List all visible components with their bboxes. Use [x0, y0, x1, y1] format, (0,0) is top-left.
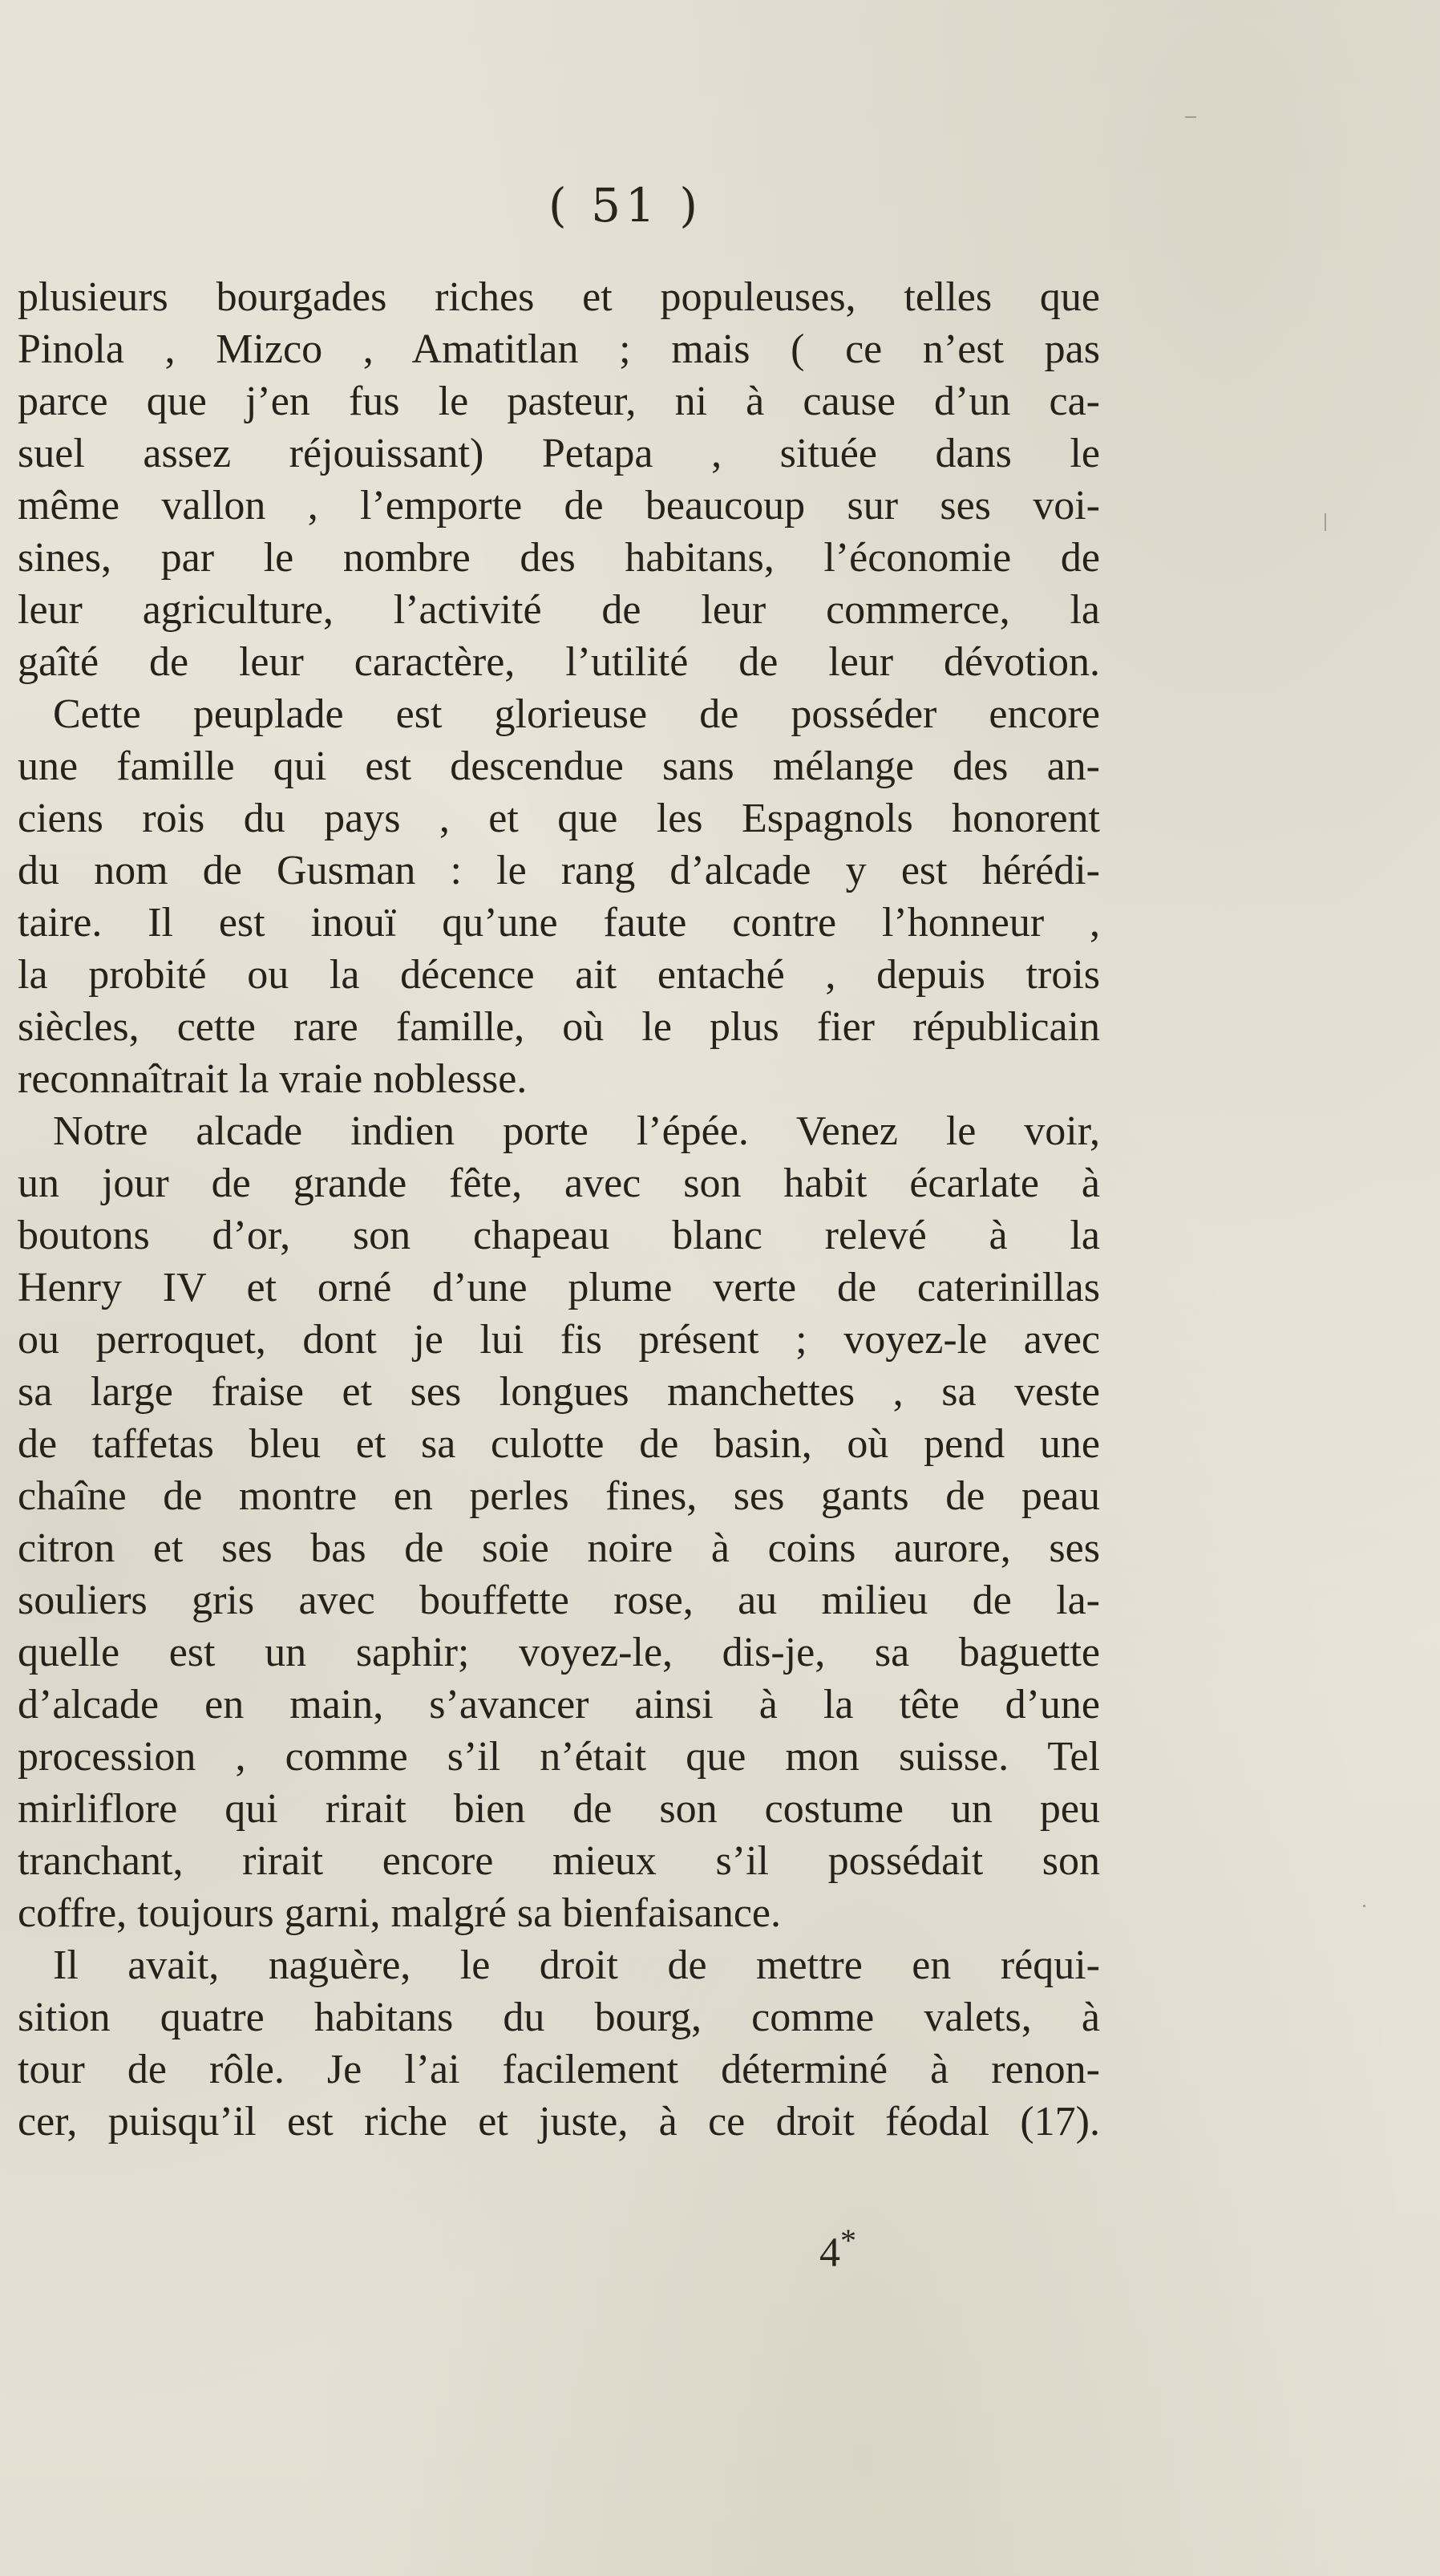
text-line: citron et ses bas de soie noire à coins aurore, ses	[18, 1525, 1100, 1571]
text-line-indented: Cette peuplade est glorieuse de posséder encore	[53, 691, 1100, 737]
text-line: cer, puisqu’il est riche et juste, à ce droit féodal (17).	[18, 2099, 1100, 2145]
text-line: plusieurs bourgades riches et populeuses, telles que	[18, 274, 1100, 320]
text-line: une famille qui est descendue sans mélange des an-	[18, 743, 1100, 789]
text-line-indented: Il avait, naguère, le droit de mettre en réqui-	[53, 1942, 1100, 1988]
text-line: taire. Il est inouï qu’une faute contre l’honneur ,	[18, 900, 1100, 946]
paper-speck	[1185, 116, 1196, 118]
text-line: de taffetas bleu et sa culotte de basin, où pend une	[18, 1421, 1100, 1467]
signature-number: 4	[819, 2230, 840, 2276]
text-line: du nom de Gusman : le rang d’alcade y est hérédi-	[18, 848, 1100, 893]
text-line: même vallon , l’emporte de beaucoup sur ses voi-	[18, 483, 1100, 529]
text-line: procession , comme s’il n’était que mon suisse. Tel	[18, 1734, 1100, 1780]
text-line: suel assez réjouissant) Petapa , située dans le	[18, 431, 1100, 476]
text-line: gaîté de leur caractère, l’utilité de leur dévotion.	[18, 639, 1100, 685]
text-line-indented: Notre alcade indien porte l’épée. Venez le voir,	[53, 1108, 1100, 1154]
text-line: leur agriculture, l’activité de leur commerce, la	[18, 587, 1100, 633]
text-line: mirliflore qui rirait bien de son costume un peu	[18, 1786, 1100, 1832]
page-number: ( 51 )	[548, 178, 702, 233]
text-line-last: coffre, toujours garni, malgré sa bienfaisance.	[18, 1890, 781, 1936]
text-line: sition quatre habitans du bourg, comme valets, à	[18, 1995, 1100, 2040]
text-line: boutons d’or, son chapeau blanc relevé à la	[18, 1213, 1100, 1258]
text-line: souliers gris avec bouffette rose, au milieu de la-	[18, 1578, 1100, 1623]
text-line: Pinola , Mizco , Amatitlan ; mais ( ce n’est pas	[18, 326, 1100, 372]
text-line: ciens rois du pays , et que les Espagnols honorent	[18, 796, 1100, 841]
signature-mark	[819, 2222, 856, 2276]
text-line: d’alcade en main, s’avancer ainsi à la tête d’une	[18, 1682, 1100, 1727]
text-line: Henry IV et orné d’une plume verte de caterinillas	[18, 1265, 1100, 1310]
text-line: sines, par le nombre des habitans, l’économie de	[18, 535, 1100, 581]
text-line: tour de rôle. Je l’ai facilement déterminé à renon-	[18, 2047, 1100, 2092]
body-text	[18, 271, 1100, 2148]
text-line: parce que j’en fus le pasteur, ni à cause d’un ca-	[18, 379, 1100, 424]
text-line: la probité ou la décence ait entaché , depuis trois	[18, 952, 1100, 998]
text-line-last: reconnaîtrait la vraie noblesse.	[18, 1056, 528, 1102]
paper-speck	[1325, 513, 1326, 531]
text-line: ou perroquet, dont je lui fis présent ; voyez-le avec	[18, 1317, 1100, 1363]
text-line: sa large fraise et ses longues manchettes , sa veste	[18, 1369, 1100, 1415]
text-line: tranchant, rirait encore mieux s’il possédait son	[18, 1838, 1100, 1884]
text-line: un jour de grande fête, avec son habit écarlate à	[18, 1160, 1100, 1206]
text-line: siècles, cette rare famille, où le plus fier républicain	[18, 1004, 1100, 1050]
paper-speck	[1363, 1905, 1365, 1907]
signature-star: *	[840, 2222, 856, 2258]
text-line: chaîne de montre en perles fines, ses gants de peau	[18, 1473, 1100, 1519]
text-line: quelle est un saphir; voyez-le, dis-je, sa baguette	[18, 1630, 1100, 1675]
